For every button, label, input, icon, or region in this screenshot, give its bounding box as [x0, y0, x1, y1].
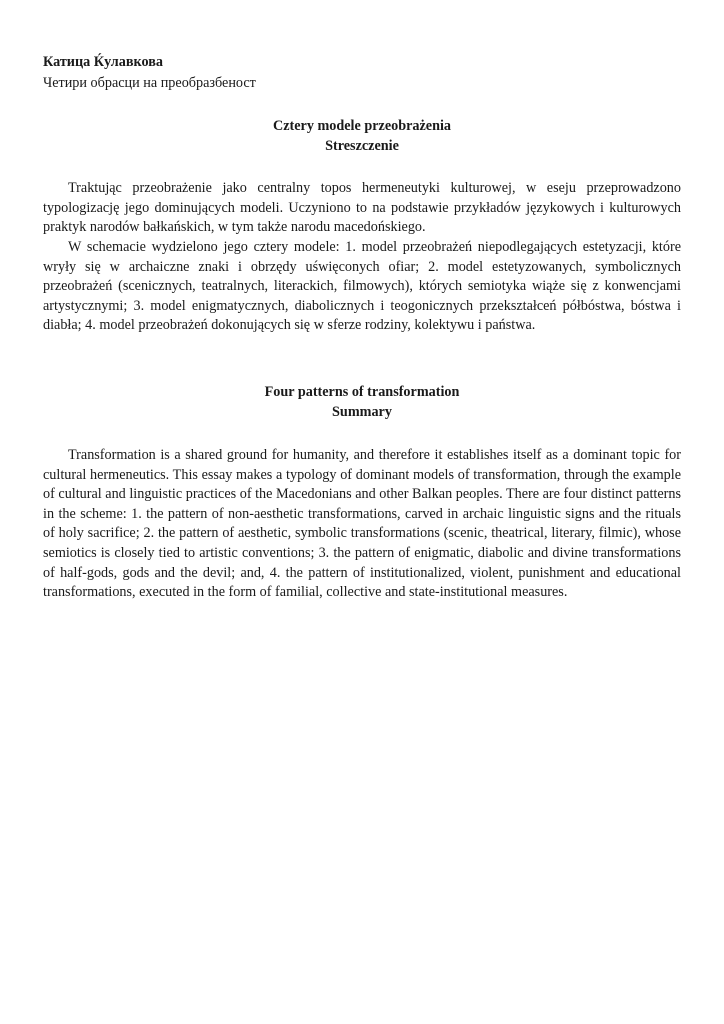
english-title: Four patterns of transformation — [264, 384, 460, 400]
english-subtitle: Summary — [332, 404, 392, 420]
author-name: Катица Ќулавкова — [43, 54, 164, 70]
polish-paragraph-1: Traktując przeobrażenie jako centralny topos hermeneutyki kulturowej, w eseju przeprowadzono typologizację jego dominujących modeli. Uczyniono to na podstawie przykładów językowych i kulturowych praktyk narodów bałkańskich, w tym także narodu macedońskiego. — [43, 180, 681, 236]
polish-paragraph-2: W schemacie wydzielono jego cztery modele: 1. model przeobrażeń niepodlegających estetyzacji, które wryły się w archaiczne znaki i obrzędy uświęconych ofiar; 2. model estetyzowanych, symbolicznych przeobrażeń (scenicznych, teatralnych, literackich, filmowych), których semiotyka wiąże się z konwencjami artystycznymi; 3. model enigmatycznych, diabolicznych i teogonicznych przekształceń półbóstwa, bóstwa i diabła; 4. model przeobrażeń dokonujących się w sferze rodziny, kolektywu i państwa. — [43, 239, 681, 334]
english-summary-paragraph: Transformation is a shared ground for humanity, and therefore it establishes itself as a dominant topic for cultural hermeneutics. This essay makes a typology of dominant models of transformation, through the example of cultural and linguistic practices of the Macedonians and other Balkan peoples. There are four distinct patterns in the scheme: 1. the pattern of non-aesthetic transformations, carved in archaic linguistic signs and the rituals of holy sacrifice; 2. the pattern of aesthetic, symbolic transformations (scenic, theatrical, literary, filmic), whose semiotics is closely tied to artistic conventions; 3. the pattern of enigmatic, diabolic and divine transformations of half-gods, gods and the devil; and, 4. the pattern of institutionalized, violent, punishment and educational transformations, executed in the form of familial, collective and state-institutional measures. — [43, 447, 681, 601]
polish-title: Cztery modele przeobrażenia — [272, 118, 452, 134]
macedonian-title: Четири обрасци на преобразбеност — [43, 75, 256, 91]
polish-subtitle: Streszczenie — [325, 138, 399, 154]
